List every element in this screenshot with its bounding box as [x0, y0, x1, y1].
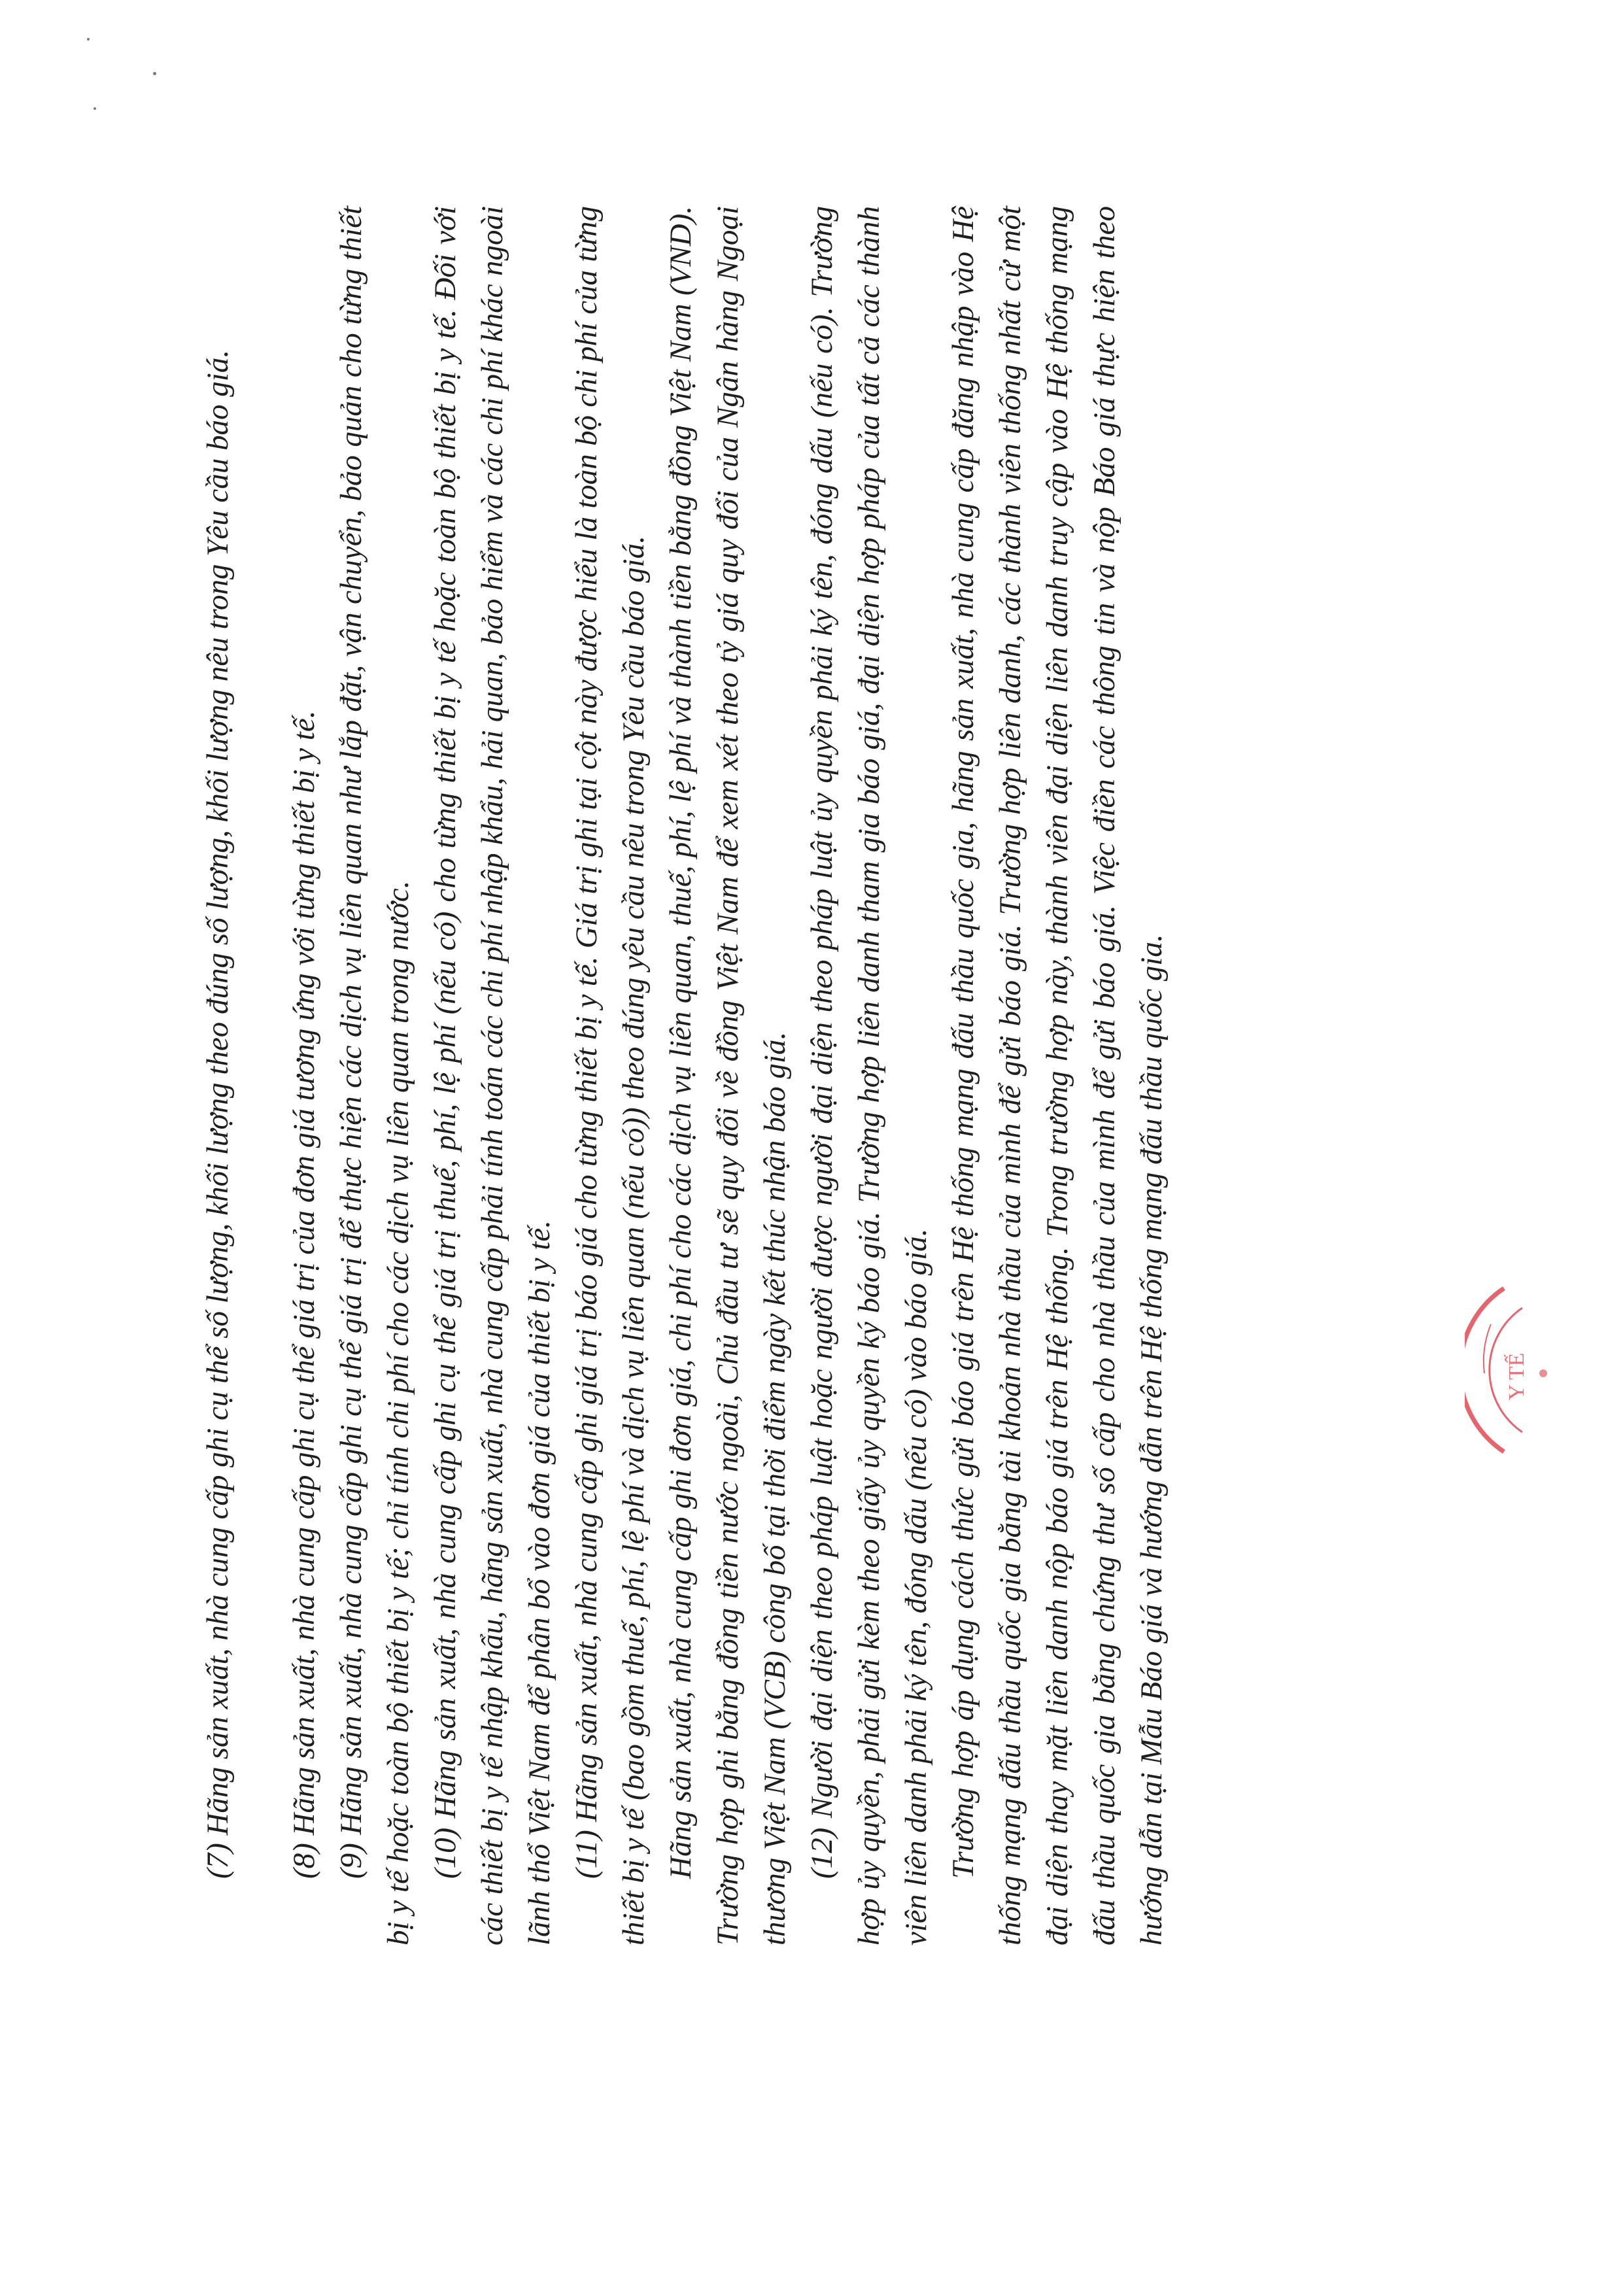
- document-body: [194, 206, 1175, 1945]
- paragraph-10: (10) Hãng sản xuất, nhà cung cấp ghi cụ thể giá trị thuế, phí, lệ phí (nếu có) cho từng thiết bị y tế hoặc toàn bộ thiết bị y tế. Đối với các thiết bị y tế nhập khẩu, hãng sản xuất, nhà cung cấp phải tính toán các chi phí nhập khẩu, hải quan, bảo hiểm và các chi phí khác ngoài lãnh thổ Việt Nam để phân bổ vào đơn giá của thiết bị y tế.: [428, 206, 556, 1945]
- scan-speck: [153, 72, 156, 75]
- paragraph-e-bidding: Trường hợp áp dụng cách thức gửi báo giá trên Hệ thống mạng đấu thầu quốc gia, hãng sản xuất, nhà cung cấp đăng nhập vào Hệ thống mạng đấu thầu quốc gia bằng tài khoản nhà thầu của mình để gửi báo giá. Trường hợp liên danh, các thành viên thống nhất cử một đại diện thay mặt liên danh nộp báo giá trên Hệ thống. Trong trường hợp này, thành viên đại diện liên danh truy cập vào Hệ thống mạng đấu thầu quốc gia bằng chứng thư số cấp cho nhà thầu của mình để gửi báo giá. Việc điền các thông tin và nộp Báo giá thực hiện theo hướng dẫn tại Mẫu Báo giá và hướng dẫn trên Hệ thống mạng đấu thầu quốc gia.: [946, 206, 1169, 1945]
- paragraph-11: (11) Hãng sản xuất, nhà cung cấp ghi giá trị báo giá cho từng thiết bị y tế. Giá trị ghi tại cột này được hiểu là toàn bộ chi phí của từng thiết bị y tế (bao gồm thuế, phí, lệ phí và dịch vụ liên quan (nếu có)) theo đúng yêu cầu nêu trong Yêu cầu báo giá.: [570, 206, 651, 1945]
- paragraph-7: (7) Hãng sản xuất, nhà cung cấp ghi cụ thể số lượng, khối lượng theo đúng số lượng, khối lượng nêu trong Yêu cầu báo giá.: [201, 349, 235, 1879]
- scan-speck: [94, 107, 96, 110]
- stamp-text: Y TẾ: [1505, 1352, 1529, 1401]
- paragraph-12: (12) Người đại diện theo pháp luật hoặc người được người đại diện theo pháp luật ủy quyền phải ký tên, đóng dấu (nếu có). Trường hợp ủy quyền, phải gửi kèm theo giấy ủy quyền ký báo giá. Trường hợp liên danh tham gia báo giá, đại diện hợp pháp của tất cả các thành viên liên danh phải ký tên, đóng dấu (nếu có) vào báo giá.: [805, 206, 933, 1945]
- scan-speck: [87, 38, 90, 41]
- paragraph-8: (8) Hãng sản xuất, nhà cung cấp ghi cụ thể giá trị của đơn giá tương ứng với từng thiết bị y tế.: [287, 710, 321, 1879]
- paragraph-9: (9) Hãng sản xuất, nhà cung cấp ghi cụ thể giá trị để thực hiện các dịch vụ liên quan như lắp đặt, vận chuyển, bảo quản cho từng thiết bị y tế hoặc toàn bộ thiết bị y tế; chỉ tính chi phí cho các dịch vụ liên quan trong nước.: [334, 206, 415, 1945]
- red-seal-stamp: [1465, 1262, 1623, 1471]
- paragraph-currency: Hãng sản xuất, nhà cung cấp ghi đơn giá, chi phí cho các dịch vụ liên quan, thuế, phí, lệ phí và thành tiền bằng đồng Việt Nam (VND). Trường hợp ghi bằng đồng tiền nước ngoài, Chủ đầu tư sẽ quy đổi về đồng Việt Nam để xem xét theo tỷ giá quy đổi của Ngân hàng Ngoại thương Việt Nam (VCB) công bố tại thời điểm ngày kết thúc nhận báo giá.: [664, 206, 792, 1945]
